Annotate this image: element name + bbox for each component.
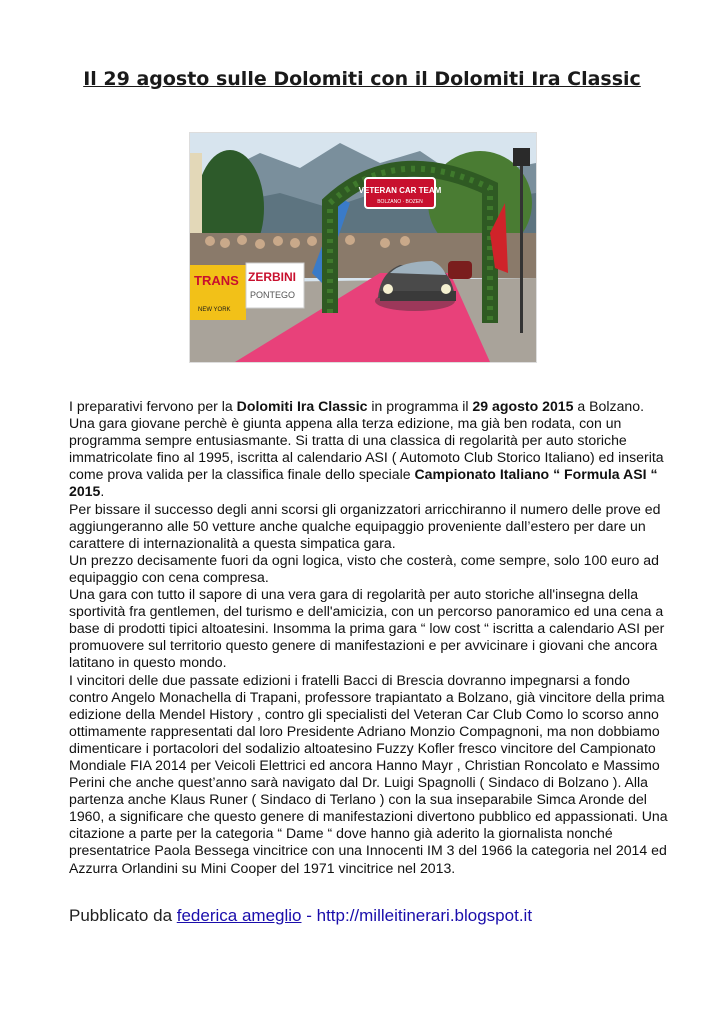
published-by-line [69, 906, 669, 926]
event-photo [189, 132, 537, 363]
published-by-label: Pubblicato da [69, 906, 177, 925]
banner-left-subtext: NEW YORK [198, 307, 231, 313]
event-date: 29 agosto 2015 [472, 398, 574, 414]
article-paragraph: Per bissare il successo degli anni scorsi gli organizzatori arricchiranno il numero delle prove ed aggiungeranno alle 50 vetture anche qualche equipaggio proveniente dall’estero per dare un carattere di internazionalità a questa simpatica gara. [69, 500, 661, 551]
championship-name: Campionato Italiano “ Formula ASI “ 2015 [69, 466, 658, 500]
article-paragraph [69, 398, 669, 501]
article-paragraph: I vincitori delle due passate edizioni i fratelli Bacci di Brescia dovranno impegnarsi a fondo contro Angelo Monachella di Trapani, professore trapiantato a Bolzano, già vincitore della prima edizione della Mendel History , contro gli specialisti del Veteran Car Club Como lo scorso anno ottimamente rappresentati dal loro Presidente Adriano Monzio Compagnoni, ma non dobbiamo dimenticare i portacolori del sodalizio altoatesino Fuzzy Kofler fresco vincitore del Campionato Mondiale FIA 2014 per Veicoli Elettrici ed ancora Hanno Mayr , Christian Roncolato e Massimo Perini che anche quest’anno sarà navigato dal Dr. Luigi Spagnolli ( Sindaco di Bolzano ). Alla partenza anche Klaus Runer ( Sindaco di Terlano ) con la sua inseparabile Simca Aronde del 1960, a significare che questo genere di manifestazioni divertono pubblico ed appassionati. Una citazione a parte per la categoria “ Dame “ dove hanno già aderito la giornalista nonché presentatrice Paola Bessega vincitrice con una Innocenti IM 3 del 1966 la categoria nel 2014 ed Azzurra Orlandini su Mini Cooper del 1971 vincitrice nel 2013. [69, 671, 668, 876]
separator: - [301, 906, 317, 925]
article-body [69, 398, 669, 877]
event-name: Dolomiti Ira Classic [236, 398, 368, 414]
page-title: Il 29 agosto sulle Dolomiti con il Dolomiti Ira Classic [83, 68, 641, 90]
banner-zerbini-text: ZERBINI [248, 270, 296, 284]
author-link[interactable]: federica ameglio [176, 906, 302, 925]
banner-zerbini-subtext: PONTEGO [250, 290, 296, 300]
article-paragraph: Una gara con tutto il sapore di una vera gara di regolarità per auto storiche all'insegna della sportività fra gentlemen, del turismo e dell'amicizia, con un percorso panoramico ed una cena a base di prodotti tipici altoatesini. Insomma la prima gara “ low cost “ iscritta a calendario ASI per promuovere sul territorio questo genere di manifestazioni e per avvicinare i giovani che ancora latitano in questo mondo. [69, 586, 665, 671]
paragraph-text: I preparativi fervono per la [69, 398, 237, 414]
arch-sign-line2: BOLZANO · BOZEN [377, 199, 423, 205]
arch-sign-line1: VETERAN CAR TEAM [358, 186, 442, 195]
paragraph-text: in programma il [367, 398, 473, 414]
blog-url-link[interactable]: http://milleitinerari.blogspot.it [316, 906, 533, 925]
paragraph-text: . [100, 483, 105, 500]
article-paragraph: Un prezzo decisamente fuori da ogni logica, visto che costerà, come sempre, solo 100 euro ad equipaggio con cena compresa. [69, 551, 659, 585]
paragraph-text: a Bolzano. Una gara giovane perchè è giunta appena alla terza edizione, ma già ben rodata, con un programma sempre entusiasmante. Si tratta di una classica di regolarità per auto storiche immatricolate fino al 1995, iscritta al calendario ASI ( Automoto Club Storico Italiano) ed inserita come prova valida per la classifica finale dello speciale [69, 398, 664, 483]
banner-left-text: TRANS [194, 273, 239, 288]
